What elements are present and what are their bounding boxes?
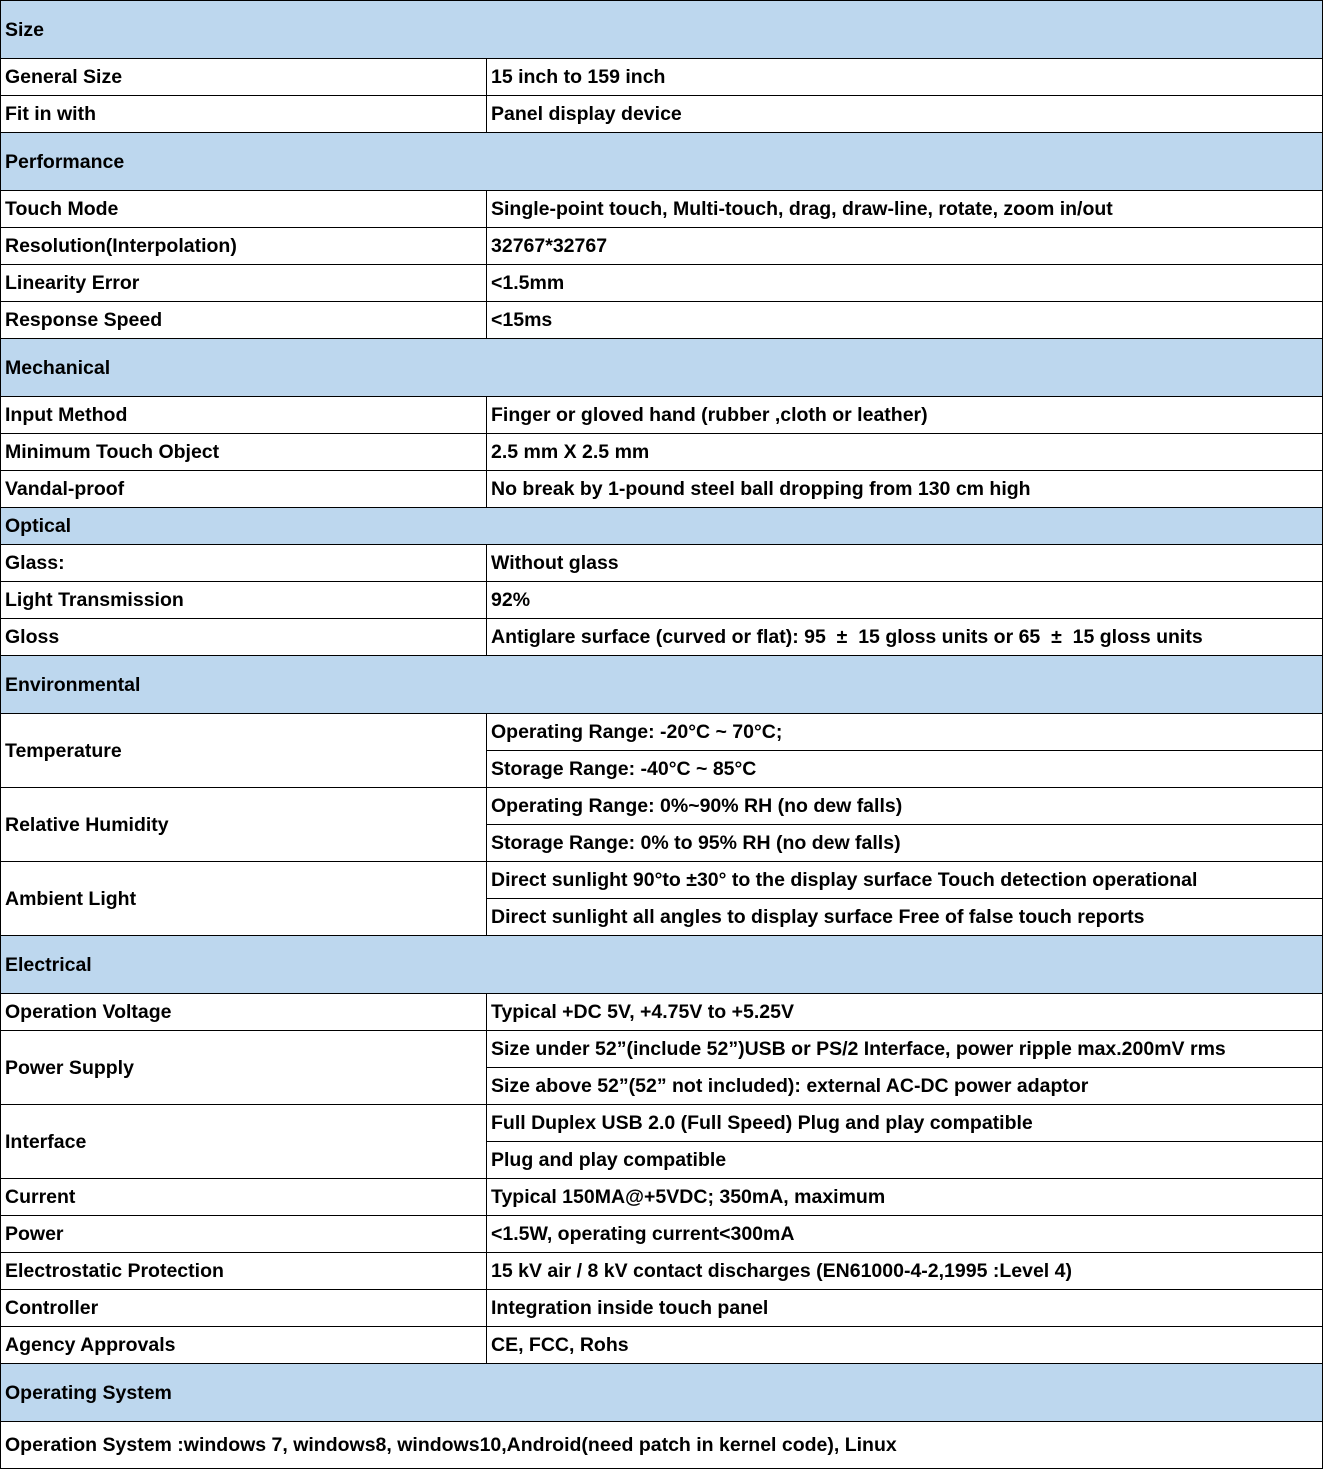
table-row xyxy=(1,545,1323,582)
row-value: Single-point touch, Multi-touch, drag, draw-line, rotate, zoom in/out xyxy=(487,191,1323,228)
row-label: Operation Voltage xyxy=(1,994,487,1031)
row-value: 92% xyxy=(487,582,1323,619)
row-label: Power xyxy=(1,1216,487,1253)
table-row xyxy=(1,228,1323,265)
os-line: Operation System :windows 7, windows8, windows10,Android(need patch in kernel code), Linux xyxy=(1,1422,1323,1469)
table-row xyxy=(1,619,1323,656)
row-value: 15 inch to 159 inch xyxy=(487,59,1323,96)
section-title: Optical xyxy=(1,508,1323,545)
table-row xyxy=(1,59,1323,96)
table-row xyxy=(1,96,1323,133)
row-label: Input Method xyxy=(1,397,487,434)
section-title: Electrical xyxy=(1,936,1323,994)
section-operating-system xyxy=(1,1364,1323,1422)
row-label: Fit in with xyxy=(1,96,487,133)
table-row xyxy=(1,862,1323,899)
table-row xyxy=(1,714,1323,751)
row-value: Antiglare surface (curved or flat): 95 ± 15 gloss units or 65 ± 15 gloss units xyxy=(487,619,1323,656)
section-title: Environmental xyxy=(1,656,1323,714)
row-value: Operating Range: 0%~90% RH (no dew falls) xyxy=(487,788,1323,825)
table-row xyxy=(1,1327,1323,1364)
row-label: Interface xyxy=(1,1105,487,1179)
row-value: No break by 1-pound steel ball dropping from 130 cm high xyxy=(487,471,1323,508)
table-row xyxy=(1,191,1323,228)
row-label: General Size xyxy=(1,59,487,96)
table-row xyxy=(1,397,1323,434)
row-value: 2.5 mm X 2.5 mm xyxy=(487,434,1323,471)
row-label: Relative Humidity xyxy=(1,788,487,862)
row-value: Typical 150MA@+5VDC; 350mA, maximum xyxy=(487,1179,1323,1216)
row-value: Plug and play compatible xyxy=(487,1142,1323,1179)
row-value: CE, FCC, Rohs xyxy=(487,1327,1323,1364)
row-value: Typical +DC 5V, +4.75V to +5.25V xyxy=(487,994,1323,1031)
row-label: Glass: xyxy=(1,545,487,582)
section-performance xyxy=(1,133,1323,191)
row-label: Electrostatic Protection xyxy=(1,1253,487,1290)
row-value: Direct sunlight 90°to ±30° to the display surface Touch detection operational xyxy=(487,862,1323,899)
row-label: Ambient Light xyxy=(1,862,487,936)
row-label: Controller xyxy=(1,1290,487,1327)
row-value: Operating Range: -20°C ~ 70°C; xyxy=(487,714,1323,751)
section-optical xyxy=(1,508,1323,545)
section-environmental xyxy=(1,656,1323,714)
table-row xyxy=(1,1179,1323,1216)
row-label: Linearity Error xyxy=(1,265,487,302)
row-label: Power Supply xyxy=(1,1031,487,1105)
section-electrical xyxy=(1,936,1323,994)
section-title: Performance xyxy=(1,133,1323,191)
row-label: Response Speed xyxy=(1,302,487,339)
table-row xyxy=(1,1031,1323,1068)
row-label: Vandal-proof xyxy=(1,471,487,508)
table-row xyxy=(1,1216,1323,1253)
table-row xyxy=(1,302,1323,339)
row-value: Without glass xyxy=(487,545,1323,582)
section-size xyxy=(1,1,1323,59)
row-label: Minimum Touch Object xyxy=(1,434,487,471)
section-title: Operating System xyxy=(1,1364,1323,1422)
row-value: <15ms xyxy=(487,302,1323,339)
row-label: Gloss xyxy=(1,619,487,656)
table-row xyxy=(1,1422,1323,1469)
row-label: Agency Approvals xyxy=(1,1327,487,1364)
row-value: Size above 52”(52” not included): external AC-DC power adaptor xyxy=(487,1068,1323,1105)
row-value: 32767*32767 xyxy=(487,228,1323,265)
row-value: Integration inside touch panel xyxy=(487,1290,1323,1327)
table-row xyxy=(1,994,1323,1031)
table-row xyxy=(1,1290,1323,1327)
row-value: Storage Range: -40°C ~ 85°C xyxy=(487,751,1323,788)
row-value: Full Duplex USB 2.0 (Full Speed) Plug and play compatible xyxy=(487,1105,1323,1142)
table-row xyxy=(1,1105,1323,1142)
row-value: <1.5W, operating current<300mA xyxy=(487,1216,1323,1253)
row-value: Direct sunlight all angles to display surface Free of false touch reports xyxy=(487,899,1323,936)
section-mechanical xyxy=(1,339,1323,397)
row-value: Finger or gloved hand (rubber ,cloth or leather) xyxy=(487,397,1323,434)
row-value: Panel display device xyxy=(487,96,1323,133)
row-label: Resolution(Interpolation) xyxy=(1,228,487,265)
row-label: Touch Mode xyxy=(1,191,487,228)
row-label: Temperature xyxy=(1,714,487,788)
row-value: Size under 52”(include 52”)USB or PS/2 Interface, power ripple max.200mV rms xyxy=(487,1031,1323,1068)
row-value: Storage Range: 0% to 95% RH (no dew falls) xyxy=(487,825,1323,862)
table-row xyxy=(1,582,1323,619)
section-title: Mechanical xyxy=(1,339,1323,397)
table-row xyxy=(1,788,1323,825)
row-value: <1.5mm xyxy=(487,265,1323,302)
table-row xyxy=(1,265,1323,302)
table-row xyxy=(1,434,1323,471)
row-label: Current xyxy=(1,1179,487,1216)
section-title: Size xyxy=(1,1,1323,59)
row-label: Light Transmission xyxy=(1,582,487,619)
table-row xyxy=(1,471,1323,508)
row-value: 15 kV air / 8 kV contact discharges (EN61000-4-2,1995 :Level 4) xyxy=(487,1253,1323,1290)
table-row xyxy=(1,1253,1323,1290)
